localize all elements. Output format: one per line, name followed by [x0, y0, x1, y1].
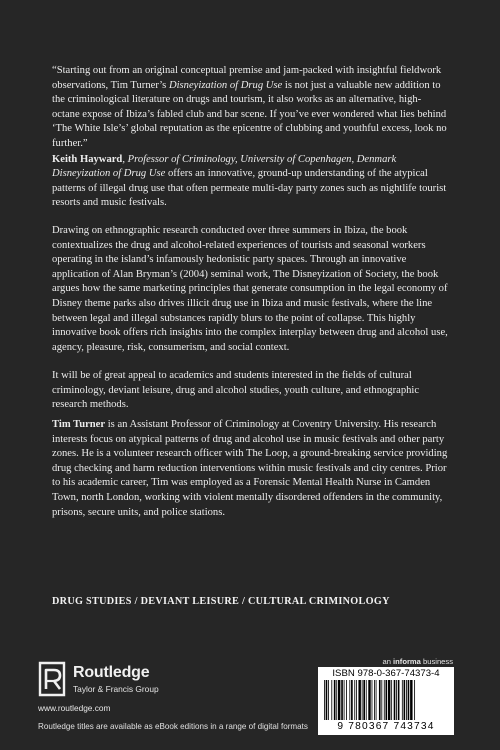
routledge-logo — [38, 660, 208, 700]
author-bio — [52, 418, 448, 520]
quote-text-start: “Starting out from an original conceptual premise and jam-packed with insightful fieldwork observations, Tim Turner’s — [52, 65, 442, 91]
tagline-informa: informa — [393, 657, 421, 666]
subject-categories: DRUG STUDIES / DEVIANT LEISURE / CULTURAL CRIMINOLOGY — [52, 596, 390, 607]
author-bio-text: is an Assistant Professor of Criminology at Coventry University. His research interests focus on atypical patterns of drug and alcohol use in music festivals and other party zones. He is a volunteer research officer with The Loop, a ground-breaking service providing drug checking and harm reduction interventions within music festivals and city centres. Prior to his academic career, Tim was employed as a Forensic Mental Health Nurse in Camden Town, north London, working with violent mentally disordered offenders in the community, prisons, secure units, and police stations. — [52, 419, 448, 518]
quote-text-end: is not just a valuable new addition to the criminological literature on drugs and tourism, it also works as an alternative, high-octane expose of Ibiza’s fabled club and bar scene. If you’ve ever wondered what lies behind ‘The White Isle’s’ global reputation as the epicentre of clubbing and youthful excess, look no further.” — [52, 79, 447, 149]
barcode-icon — [324, 680, 448, 720]
quote-book-title: Disneyization of Drug Use — [168, 79, 283, 91]
description-book-title: Disneyization of Drug Use — [52, 168, 166, 179]
ebook-availability-note: Routledge titles are available as eBook editions in a range of digital formats — [38, 722, 308, 731]
endorsement-quote — [52, 64, 448, 167]
description-intro-text: offers an innovative, ground-up understanding of the atypical patterns of illegal drug use that often permeate multi-day party zones such as nightlife tourist resorts and music festivals. — [52, 168, 447, 209]
tagline-prefix: an — [382, 657, 394, 666]
informa-tagline — [382, 657, 453, 666]
author-name: Tim Turner — [52, 419, 106, 430]
description-paragraph-3 — [52, 369, 448, 413]
quote-attribution-name: Keith Hayward — [52, 153, 123, 165]
publisher-url[interactable]: www.routledge.com — [38, 703, 111, 713]
quote-attribution-role: , Professor of Criminology, University of Copenhagen, Denmark — [122, 153, 397, 165]
isbn-label: ISBN 978-0-367-74373-4 — [332, 668, 440, 679]
barcode-panel — [318, 667, 454, 735]
publisher-group: Taylor & Francis Group — [73, 684, 159, 694]
description-audience-text: It will be of great appeal to academics and students interested in the fields of cultural criminology, deviant leisure, drug and alcohol studies, youth culture, and ethnographic research methods. — [52, 370, 420, 411]
tagline-suffix: business — [420, 657, 453, 666]
publisher-name: Routledge — [73, 664, 150, 681]
barcode-digits: 9 780367 743734 — [337, 721, 435, 732]
description-paragraph-1 — [52, 167, 448, 211]
description-body-text: Drawing on ethnographic research conducted over three summers in Ibiza, the book contextualizes the drug and alcohol-related experiences of tourists and seasonal workers operating in the island’s infamously hedonistic party spaces. Through an innovative application of Alan Bryman’s (2004) seminal work, The Disneyization of Society, the book argues how the same marketing principles that generate consumption in the legal economy of Disney theme parks also drives illicit drug use in Ibiza and music festivals, where the line between legal and illegal substances rapidly blurs to the point of collapse. This highly innovative book offers rich insights into the complex interplay between drug and alcohol use, agency, pleasure, risk, consumerism, and social context. — [52, 225, 448, 353]
description-paragraph-2 — [52, 224, 448, 355]
routledge-r-icon — [38, 661, 68, 697]
